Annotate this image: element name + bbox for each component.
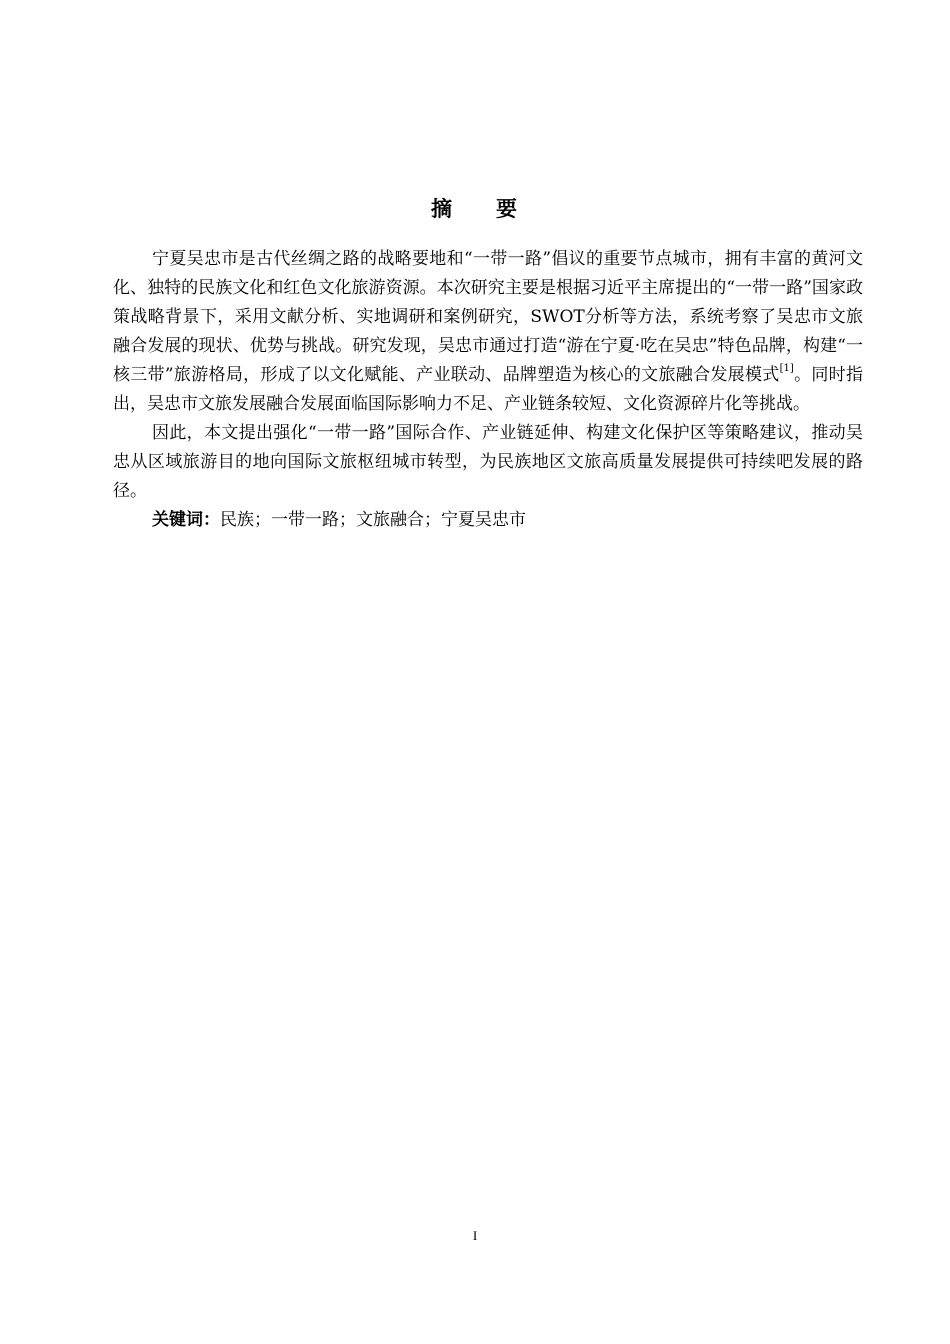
keywords-list: 民族；一带一路；文旅融合；宁夏吴忠市 [220,510,526,530]
keywords-label: 关键词： [152,510,220,530]
abstract-paragraph-2: 因此，本文提出强化“一带一路”国际合作、产业链延伸、构建文化保护区等策略建议，推动吴忠从区域旅游目的地向国际文旅枢纽城市转型，为民族地区文旅高质量发展提供可持续吧发展的路径。 [113,423,863,501]
abstract-title-part2: 要 [496,197,519,222]
keywords-line [113,506,863,535]
page-number: I [472,1228,478,1243]
paragraph-1-rest: 。同时指出，吴忠市文旅发展融合发展面临国际影响力不足、产业链条较短、文化资源碎片化等挑战。 [113,365,863,414]
abstract-paragraph-1 [113,245,863,419]
paragraph-1-text: 宁夏吴忠市是古代丝绸之路的战略要地和“一带一路”倡议的重要节点城市，拥有丰富的黄河文化、独特的民族文化和红色文化旅游资源。本次研究主要是根据习近平主席提出的“一带一路”国家政策战略背景下，采用文献分析、实地调研和案例研究，SWOT分析等方法，系统考察了吴忠市文旅融合发展的现状、优势与挑战。研究发现，吴忠市通过打造“游在宁夏·吃在吴忠”特色品牌，构建“一核三带”旅游格局，形成了以文化赋能、产业联动、品牌塑造为核心的文旅融合发展模式 [113,249,863,385]
citation-ref: [1] [779,363,794,375]
abstract-body [113,245,863,535]
abstract-title-part1: 摘 [431,197,454,222]
abstract-title [0,194,950,224]
